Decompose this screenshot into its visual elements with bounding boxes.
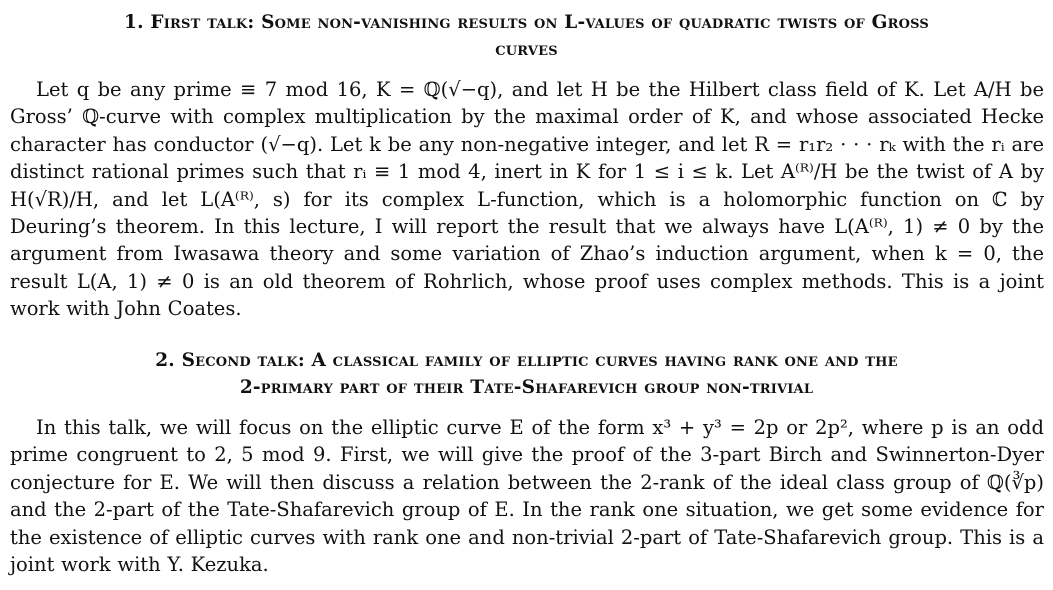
section-1-title <box>12 9 1041 63</box>
section-2-title-line1: Second talk: A classical family of elliptic curves having rank one and the <box>181 350 898 371</box>
section-2-title <box>12 347 1041 401</box>
section-1-abstract: Let q be any prime ≡ 7 mod 16, K = ℚ(√−q), and let H be the Hilbert class field of K. Let A/H be Gross’ ℚ-curve with complex multiplication by the maximal order of K, and whose associated Hecke character has conductor (√−q). Let k be any non-negative integer, and let R = r₁r₂ · · · rₖ with the rᵢ are distinct rational primes such that rᵢ ≡ 1 mod 4, inert in K for 1 ≤ i ≤ k. Let A⁽ᴿ⁾/H be the twist of A by H(√R)/H, and let L(A⁽ᴿ⁾, s) for its complex L-function, which is a holomorphic function on ℂ by Deuring’s theorem. In this lecture, I will report the result that we always have L(A⁽ᴿ⁾, 1) ≠ 0 by the argument from Iwasawa theory and some variation of Zhao’s induction argument, when k = 0, the result L(A, 1) ≠ 0 is an old theorem of Rohrlich, whose proof uses complex methods. This is a joint work with John Coates. <box>10 78 1044 321</box>
section-2-number: 2. <box>155 350 175 371</box>
section-2-abstract: In this talk, we will focus on the elliptic curve E of the form x³ + y³ = 2p or 2p², where p is an odd prime congruent to 2, 5 mod 9. First, we will give the proof of the 3-part Birch and Swinnerton-Dyer conjecture for E. We will then discuss a relation between the 2-rank of the ideal class group of ℚ(∛p) and the 2-part of the Tate-Shafarevich group of E. In the rank one situation, we get some evidence for the existence of elliptic curves with rank one and non-trivial 2-part of Tate-Shafarevich group. This is a joint work with Y. Kezuka. <box>10 416 1044 577</box>
section-2-title-line2: 2-primary part of their Tate-Shafarevich group non-trivial <box>239 377 814 398</box>
section-1-title-line1: First talk: Some non-vanishing results on L-values of quadratic twists of Gross <box>150 12 929 33</box>
section-1-title-line2: curves <box>495 39 558 60</box>
section-1-number: 1. <box>124 12 144 33</box>
